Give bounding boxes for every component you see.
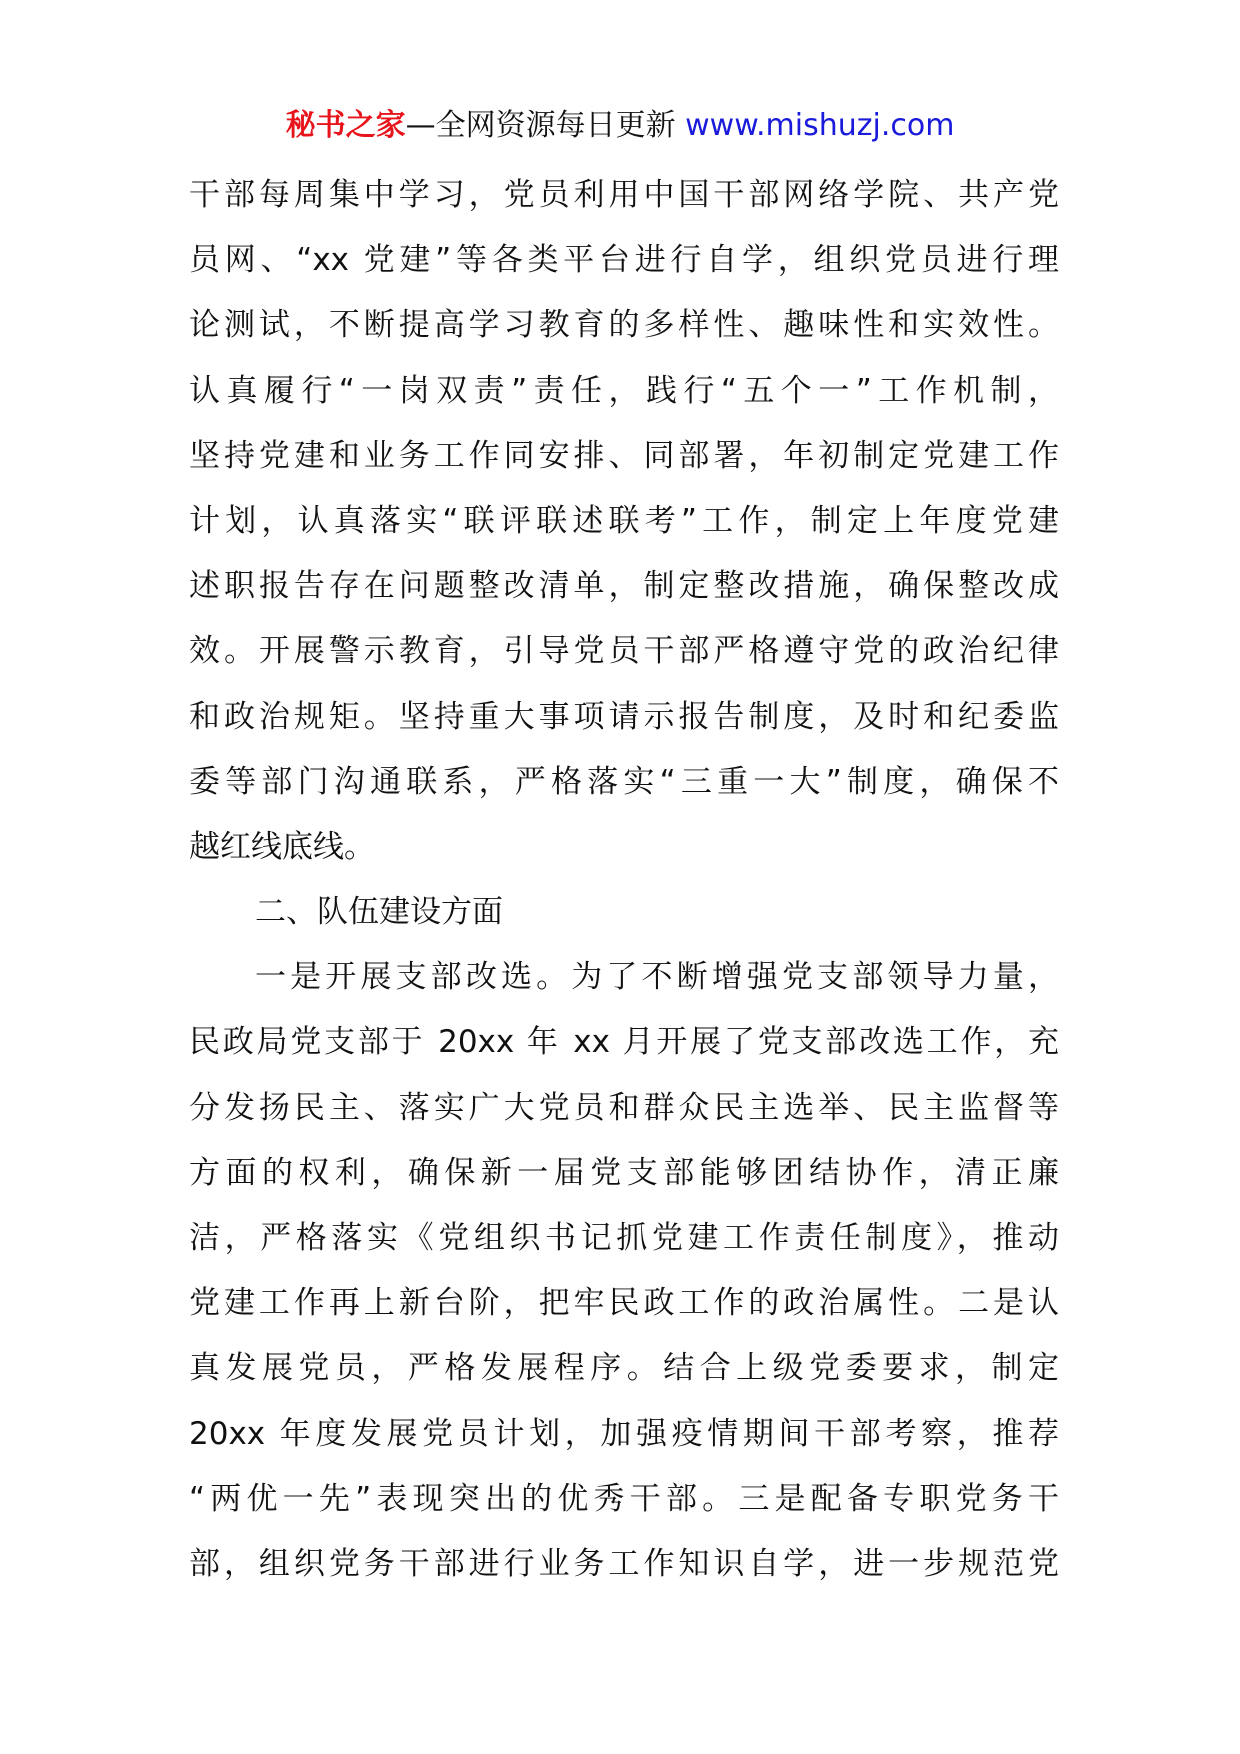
text-line: 部，组织党务干部进行业务工作知识自学，进一步规范党 [189, 1545, 1059, 1582]
text-line: 效。开展警示教育，引导党员干部严格遵守党的政治纪律 [189, 633, 1059, 670]
site-slogan: —全网资源每日更新 [405, 108, 676, 143]
text-line: 员网、“xx 党建”等各类平台进行自学，组织党员进行理 [189, 242, 1059, 279]
text-line: 述职报告存在问题整改清单，制定整改措施，确保整改成 [189, 568, 1059, 605]
site-url-link[interactable]: www.mishuzj.com [685, 108, 955, 143]
site-brand: 秘书之家 [285, 108, 406, 143]
text-line: 洁，严格落实《党组织书记抓党建工作责任制度》，推动 [189, 1220, 1059, 1256]
text-line: 方面的权利，确保新一届党支部能够团结协作，清正廉 [189, 1154, 1059, 1191]
text-line: 计划，认真落实“联评联述联考”工作，制定上年度党建 [189, 502, 1059, 539]
text-line: 干部每周集中学习，党员利用中国干部网络学院、共产党 [189, 177, 1059, 213]
text-line: 坚持党建和业务工作同安排、同部署，年初制定党建工作 [189, 437, 1059, 474]
paragraph-first-line: 一是开展支部改选。为了不断增强党支部领导力量， [255, 959, 1059, 996]
text-line: 分发扬民主、落实广大党员和群众民主选举、民主监督等 [189, 1089, 1059, 1126]
text-line: “两优一先”表现突出的优秀干部。三是配备专职党务干 [189, 1480, 1059, 1517]
text-line: 真发展党员，严格发展程序。结合上级党委要求，制定 [189, 1350, 1059, 1387]
text-line: 和政治规矩。坚持重大事项请示报告制度，及时和纪委监 [189, 698, 1059, 735]
text-line: 委等部门沟通联系，严格落实“三重一大”制度，确保不 [189, 763, 1059, 800]
text-line: 认真履行“一岗双责”责任，践行“五个一”工作机制， [189, 372, 1059, 409]
text-line: 越红线底线。 [189, 828, 375, 865]
document-body [189, 163, 1059, 1597]
text-line: 论测试，不断提高学习教育的多样性、趣味性和实效性。 [189, 307, 1059, 344]
text-line: 党建工作再上新台阶，把牢民政工作的政治属性。二是认 [189, 1285, 1059, 1322]
site-header [0, 103, 1240, 149]
section-heading: 二、队伍建设方面 [255, 894, 503, 931]
text-line: 民政局党支部于 20xx 年 xx 月开展了党支部改选工作，充 [189, 1024, 1059, 1061]
text-line: 20xx 年度发展党员计划，加强疫情期间干部考察，推荐 [189, 1415, 1059, 1452]
